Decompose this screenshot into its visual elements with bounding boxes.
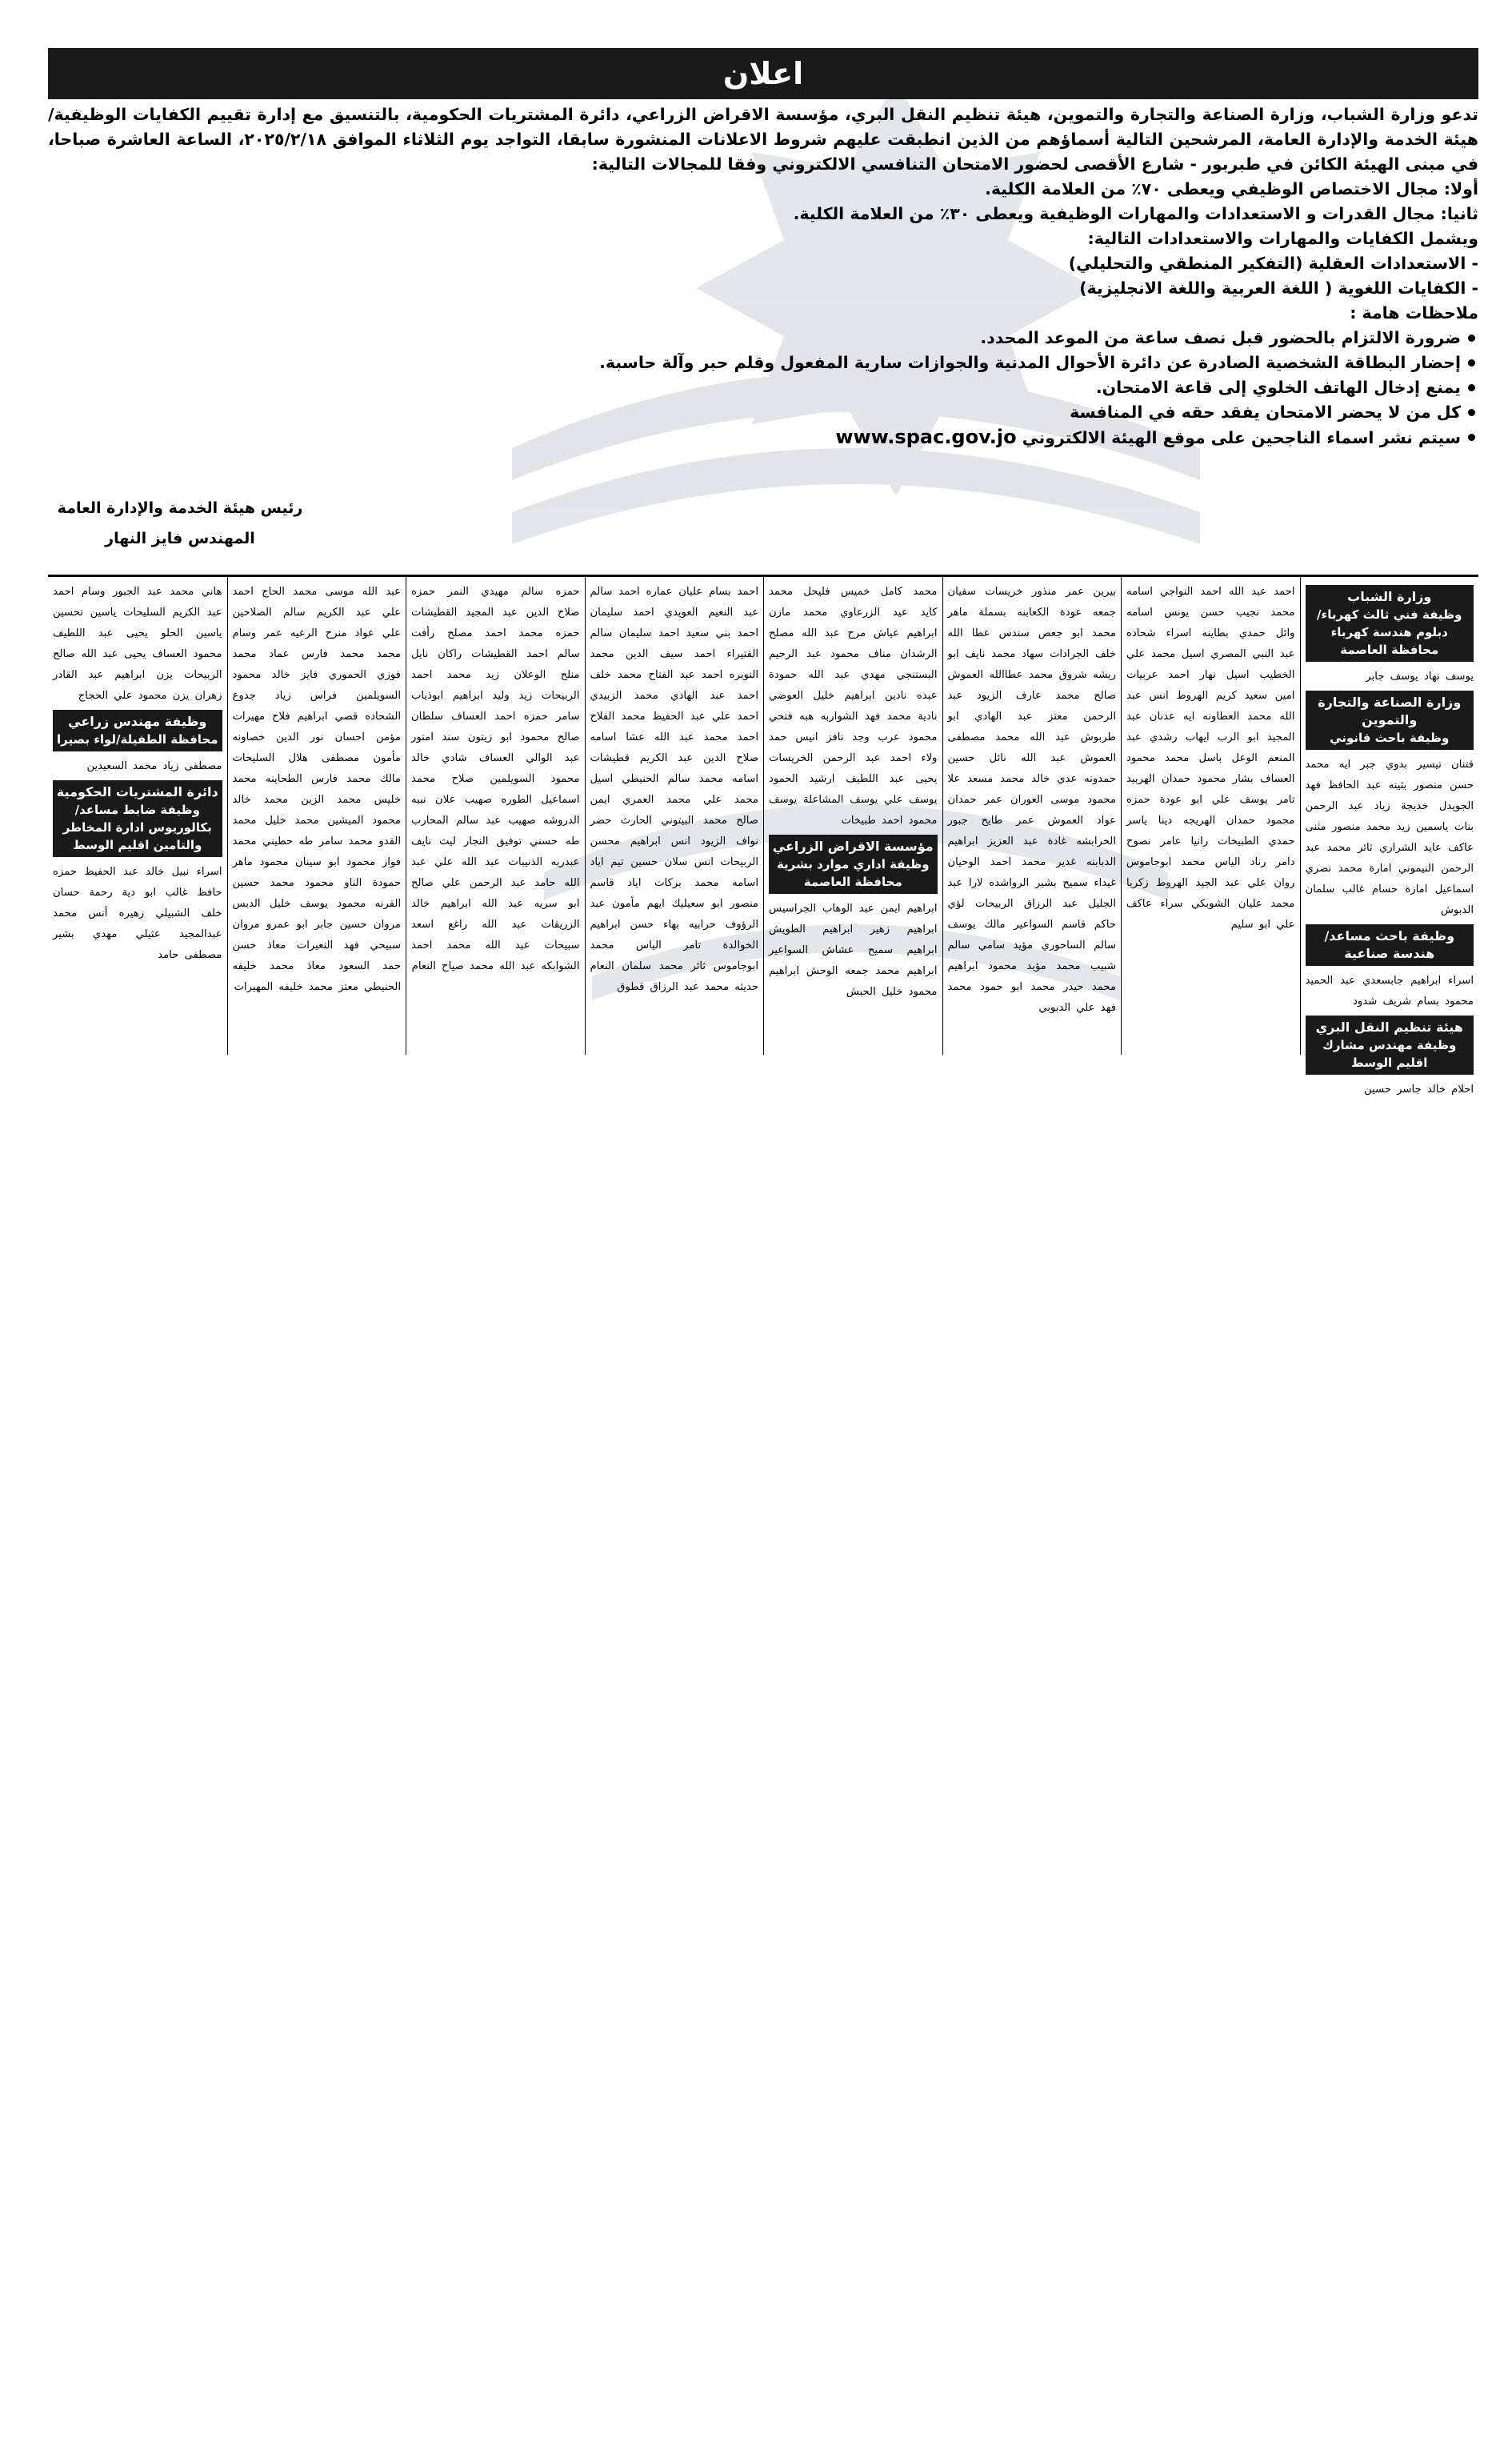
candidate-names: بيرين عمر منذور خريسات سفيان جمعه عودة الكعابنه بسملة ماهر محمد ابو جعص سندس عطا الله خلف الجرادات سهاد محمد نايف ابو ريشه شروق محمد عطاالله العموش صالح محمد عارف الزيود عبد الرحمن معتز عبد الهادي ابو طربوش عبد الله محمد مصطفى العموش عبد الله نائل حسين حمدونه عدي خالد محمد مسعد علا محمود موسى العوران عمر حمدان عواد العموش عمر طايح جبور الخرابشه غادة عبد العزيز ابراهيم الدبابنه غدير محمد احمد الوحيان غيداء سميح بشير الرواشده لارا عبد الجليل عبد الرزاق الربيحات لؤي حاكم قاسم السواعير مالك يوسف سالم الساحوري مؤيد سامي سالم شبيب محمد مؤيد محمود ابراهيم محمد حيدر محمد ابو حمود محمد فهد علي الدبوبي — [947, 586, 1116, 1014]
candidate-names: اسراء ابراهيم جابسعدي عبد الحميد محمود بسام شريف شدود — [1305, 975, 1474, 1008]
candidate-names: ابراهيم ايمن عبد الوهاب الجراسيس ابراهيم زهير ابراهيم الطويش ابراهيم سميح عشاش السواعير ابراهيم محمد جمعه الوحش ابراهيم محمود خليل الحبش — [769, 903, 938, 998]
section-header — [769, 835, 938, 894]
section-job: وظيفة مهندس زراعي — [68, 714, 207, 729]
section-ministry: وزارة الصناعة والتجارة والتموين — [1318, 695, 1462, 727]
note-item: إحضار البطاقة الشخصية الصادرة عن دائرة الأحوال المدنية والجوازات سارية المفعول وقلم حبر وآلة حاسبة. — [48, 351, 1478, 375]
candidate-names: مصطفى زياد محمد السعيدين — [86, 760, 222, 772]
candidate-names: يوسف نهاد يوسف جابر — [1366, 671, 1474, 683]
candidate-names: احمد عبد الله احمد النواجي اسامه محمد نجيب حسن يونس اسامه وائل حمدي بطاينه اسراء شحاده عبد النبي المصري اسيل محمد علي الخطيب اسيل نهار احمد عربيات امين سعيد كريم الهروط انس عبد الله محمد العطاونه ايه عدنان عبد المجيد ابو الرب ايهاب رشدي عبد المنعم الوعل باسل محمد محمود العساف بشار محمود حمدان الهربيد تامر يوسف علي ابو عودة حمزه محمود حمدان الهريجه دينا ياسر حمدي الطبيخات رانيا عامر نصوح دامر رناد الياس محمد ابوجاموس روان علي عبد الجيد الهروط زكريا محمد عليان الشوبكي سراء عاكف علي ابو سليم — [1126, 586, 1295, 931]
section-header — [1306, 585, 1474, 662]
candidate-names: عبد الله موسى محمد الحاج احمد علي عبد الكريم سالم الصلاحين علي عواد منرح الرعيه عمر وسام محمد محمد فارس عماد محمد فوزي الحموري فايز خالد محمود السويلمين فراس زياد جدوع الشحاده قصي ابراهيم فلاح مهيرات مؤمن احسان نور الدين خصاونه مأمون مصطفى هلال السليحات مالك محمد فارس الطحاينه محمد خليس محمد الزين محمد خالد محمود الميشين محمد خليل محمد القدو محمد سامر طه حطيني محمد فواز محمود ابو سينان محمود ماهر حمودة الناو محمود محمد حسين القرنه محمود يوسف خليل الدبس مروان حسين جابر ابو عمرو مروان سبيحي فهد النعيرات معاذ حسن حمد السعود معاذ محمد خليفه الحنيطي معتز محمد خليفه المهيرات — [232, 586, 401, 993]
section-header — [1306, 924, 1474, 966]
note-item: كل من لا يحضر الامتحان يفقد حقه في المنافسة — [48, 400, 1478, 425]
section-job: وظيفة اداري موارد بشرية محافظة العاصمة — [776, 857, 930, 889]
candidate-names: احلام خالد جاسر حسين — [1364, 1084, 1474, 1096]
column-6 — [406, 577, 585, 1055]
section-ministry: مؤسسة الاقراض الزراعي — [772, 839, 934, 854]
column-4 — [763, 577, 942, 1055]
section-header — [53, 780, 222, 857]
section-header — [1306, 691, 1474, 750]
skill-language: - الكفايات اللغوية ( اللغة العربية واللغة الانجليزية) — [1079, 278, 1478, 298]
section-job: وظيفة مهندس مشارك اقليم الوسط — [1322, 1038, 1457, 1070]
notes-title: ملاحظات هامة : — [1350, 303, 1478, 323]
note-item: ضرورة الالتزام بالحضور قبل نصف ساعة من الموعد المحدد. — [48, 326, 1478, 351]
section-header — [53, 710, 222, 751]
column-8 — [48, 577, 227, 1055]
section-location: محافظة الطفيلة/لواء بصيرا — [56, 732, 218, 747]
announcement-body — [48, 102, 1478, 451]
skill-mental: - الاستعدادات العقلية (التفكير المنطقي والتحليلي) — [1068, 254, 1478, 273]
announcement-title: اعلان — [722, 56, 804, 91]
field-two: ثانيا: مجال القدرات و الاستعدادات والمهارات الوظيفية ويعطى ٣٠٪ من العلامة الكلية. — [793, 204, 1478, 223]
column-2 — [1121, 577, 1300, 1055]
section-ministry: هيئة تنظيم النقل البري — [1315, 1020, 1463, 1035]
column-1 — [1300, 577, 1479, 1096]
note-item: يمنع إدخال الهاتف الخلوي إلى قاعة الامتحان. — [48, 375, 1478, 400]
candidate-names: حمزه سالم مهيدي النمر حمزه صلاح الدين عبد المجيد القطيشات حمزه محمد احمد مصلح رأفت سالم احمد القطيشات راكان نايل منلح الوعلان زيد محمد احمد الربيحات زيد وليد ابراهيم ابوذياب سامر حمزه احمد العساف سلطان صالح محمود ابو زيتون سند امتور عبد الوالي العساف شادي خالد محمود السويلمين صلاح محمد اسماعيل الطوره صهيب علان نبيه الدروشه صهيب عبد سالم المحارب طه حسني توفيق النجار ليث نايف عبدربه الذنيبات عبد الله علي عبد الله حامد عبد الرحمن علي صالح ابو سريه عبد الله ابراهيم خالد الزريقات عبد الله راغع اسعد سبيحات عبد الله محمد احمد الشوابكه عبد الله محمد صياح النعام — [411, 586, 580, 972]
candidate-names: قتنان تيسير بدوي جبر ايه محمد حسن منصور بثينه عبد الحافظ فهد الجويدل خديجة زياد عبد الرحمن بنات ياسمين زيد محمد منصور مثنى عاكف عايد الشراري ثائر محمد عبد الرحمن النيموني امارة محمد نصري اسماعيل امارة حسام غالب سلمان الدبوش — [1305, 759, 1474, 916]
section-ministry: دائرة المشتريات الحكومية — [56, 784, 218, 799]
column-3 — [942, 577, 1122, 1055]
candidate-names: اسراء نبيل خالد عبد الحفيظ حمزه حافظ غالب ابو دية رحمة حسان خلف الشبيلي زهيره أنس محمد عبدالمجيد عثيلي مهدي بشير مصطفى حامد — [53, 866, 222, 961]
intro-paragraph: تدعو وزارة الشباب، وزارة الصناعة والتجارة والتموين، هيئة تنظيم النقل البري، مؤسسة الاقراض الزراعي، دائرة المشتريات الحكومية، بالتنسيق مع إدارة تقييم الكفايات الوظيفية/هيئة الخدمة والإدارة العامة، المرشحين التالية أسماؤهم من الذين انطبقت عليهم شروط الاعلانات المنشورة سابقا، التواجد يوم الثلاثاء الموافق ٢٠٢٥/٢/١٨، الساعة العاشرة صباحا، في مبنى الهيئة الكائن في طبربور - شارع الأقصى لحضور الامتحان التنافسي الالكتروني وفقا للمجالات التالية: — [48, 105, 1479, 174]
signature-title: رئيس هيئة الخدمة والإدارة العامة — [57, 499, 303, 517]
section-job: وظيفة ضابط مساعد/ بكالوريوس ادارة المخاطر والتامين اقليم الوسط — [62, 803, 212, 852]
column-7 — [227, 577, 406, 1055]
notes-list — [48, 326, 1478, 451]
field-one: أولا: مجال الاختصاص الوظيفي ويعطى ٧٠٪ من العلامة الكلية. — [985, 179, 1478, 198]
section-header — [1306, 1016, 1474, 1075]
signature-name: المهندس فايز النهار — [105, 530, 255, 547]
candidate-names: هاني محمد عبد الجبور وسام احمد عبد الكريم السليحات ياسين تحسين ياسين الحلو يحيى عبد اللطيف محمود العساف يحيى عبد الله صالح الربيحات يزن ابراهيم عبد القادر زهران يزن محمود علي الحجاج — [53, 586, 222, 702]
candidate-names: محمد كامل خميس فليحل محمد كايد عيد الزرعاوي محمد مازن ابراهيم عياش مرح عبد الله مصلح الرشدان مناف محمود عبد الرحيم البستنجي مهدي عبد الله حمودة عبده نادين ابراهيم خليل العوضي نادية محمد فهد الشواربه هبه فتحي محمود عرب وجد نافز انيس حمد ولاء احمد عبد الرحمن الخريسات يحيى عبد اللطيف ارشيد الحمود يوسف علي يوسف المشاعلة يوسف محمود احمد طبيخات — [769, 586, 938, 827]
section-job: وظيفة باحث مساعد/هندسة صناعية — [1324, 928, 1455, 961]
candidates-columns — [48, 575, 1478, 1096]
skills-intro: ويشمل الكفايات والمهارات والاستعدادات التالية: — [1087, 229, 1478, 248]
candidate-names: احمد بسام عليان عماره احمد سالم عبد النعيم العويدي احمد سليمان احمد بني سعيد احمد سليمان سالم القتيراء احمد سيف الدين محمد النوبره احمد عبد الفتاح محمد خلف احمد عبد الهادي محمد الزبيدي احمد علي عبد الحفيظ محمد الفلاح احمد محمد عبد الله عشا اسامه صلاح الدين عبد الكريم قطيشات اسامه محمد سالم الحنيطي اسيل محمد علي محمد العمري ايمن صالح محمد البيتوني الحارث حضر نواف الزيود انس ابراهيم محسن الربيحات انس سلان حسين تيم اياد اسامه محمد بركات اياد قاسم منصور ابو سعيليك ايهم مأمون عبد الرؤوف حرابيه بهاء حسن ابراهيم الخوالدة تامر الياس محمد ابوجاموس ثائر محمد سلمان النعام حديثه محمد عبد الرزاق قطوق — [590, 586, 758, 993]
signature-block — [48, 493, 312, 554]
note-item — [48, 425, 1478, 451]
website-link[interactable]: www.spac.gov.jo — [835, 426, 1017, 448]
column-5 — [585, 577, 764, 1055]
section-job: وظيفة فني ثالث كهرباء/ دبلوم هندسة كهرباء محافظة العاصمة — [1317, 607, 1462, 657]
announcement-title-bar — [48, 48, 1478, 99]
section-job: وظيفة باحث قانوني — [1330, 731, 1450, 745]
note-results-text: سيتم نشر اسماء الناجحين على موقع الهيئة الالكتروني — [1022, 428, 1461, 447]
section-ministry: وزارة الشباب — [1347, 589, 1432, 604]
